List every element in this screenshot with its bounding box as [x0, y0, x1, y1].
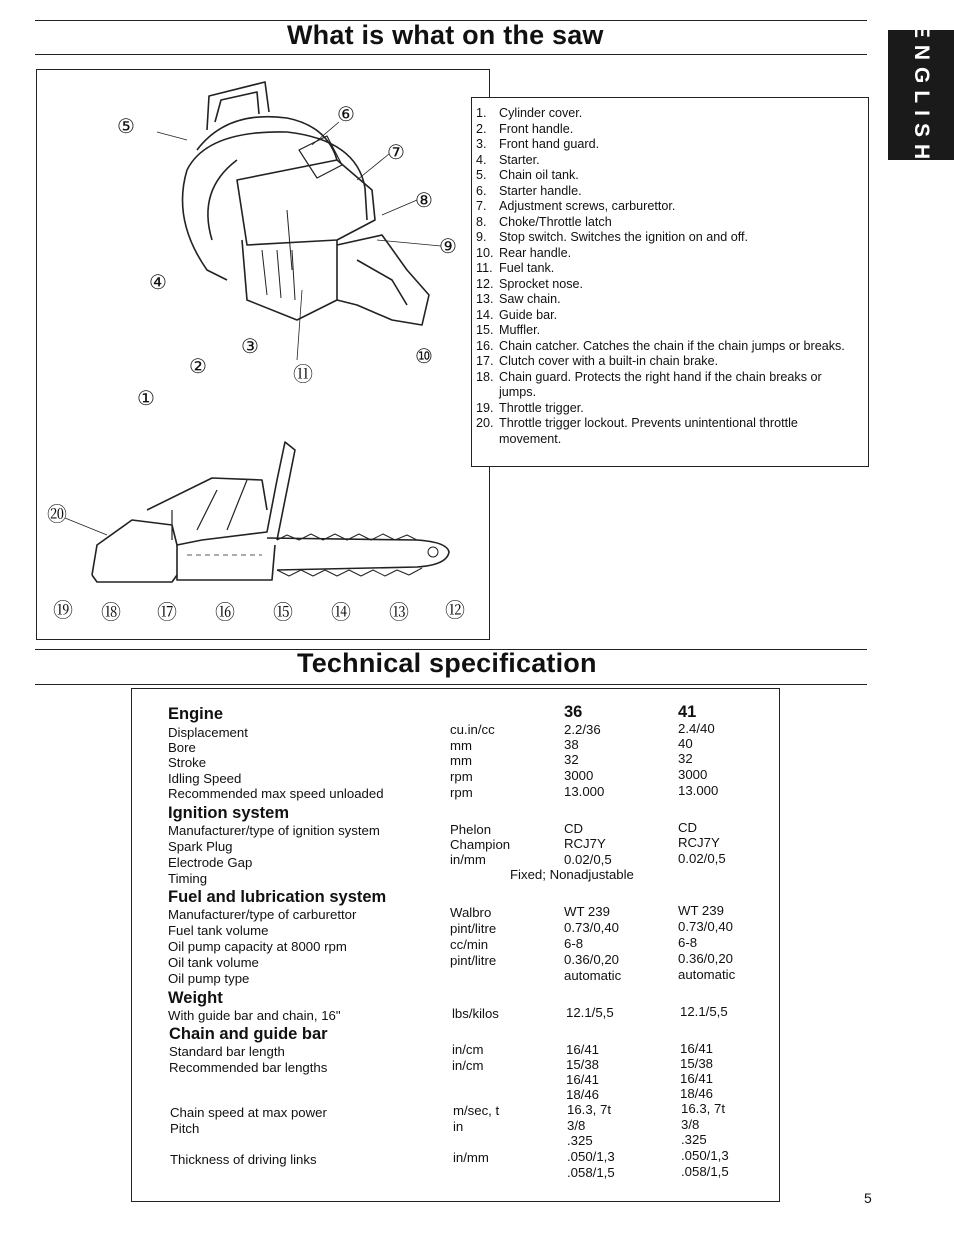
spec-value-36: .325: [567, 1133, 593, 1148]
spec-label: Standard bar length: [169, 1044, 285, 1059]
spec-value-36: WT 239: [564, 904, 610, 919]
legend-item-text: Starter handle.: [499, 183, 582, 198]
spec-value-36: 18/46: [566, 1087, 600, 1102]
legend-item: [476, 215, 862, 231]
spec-value: Fixed; Nonadjustable: [510, 867, 634, 882]
spec-label: Chain speed at max power: [170, 1105, 327, 1120]
spec-value-41: CD: [678, 820, 698, 835]
spec-label: Idling Speed: [168, 771, 242, 786]
callout-11: ⑪: [293, 364, 313, 386]
legend-item-number: 9.: [476, 230, 487, 244]
section-ignition: Ignition system: [168, 804, 290, 822]
spec-value-41: 12.1/5,5: [680, 1004, 728, 1019]
column-36: 36: [564, 703, 583, 721]
legend-item-number: 7.: [476, 199, 487, 213]
spec-value-36: 15/38: [566, 1057, 600, 1072]
spec-unit: cu.in/cc: [450, 722, 495, 737]
legend-item-number: 10.: [476, 245, 494, 260]
legend-item-text: Cylinder cover.: [499, 106, 583, 120]
callout-8: ⑧: [415, 190, 433, 212]
spec-label: Displacement: [168, 725, 248, 740]
spec-value-41: 16/41: [680, 1071, 714, 1086]
spec-value-36: .050/1,3: [567, 1149, 615, 1164]
legend-item-text: Saw chain.: [499, 292, 561, 306]
legend-item-text: Throttle trigger lockout. Prevents unintentional throttle movement.: [499, 416, 798, 446]
legend-item-text: Starter.: [499, 152, 540, 167]
spec-unit: in/cm: [452, 1042, 484, 1057]
legend-item-text: Throttle trigger.: [499, 400, 584, 415]
legend-item: [476, 137, 862, 153]
legend-item-text: Muffler.: [499, 323, 541, 337]
legend-item-number: 4.: [476, 152, 487, 167]
spec-value-41: automatic: [678, 967, 736, 982]
legend-item-text: Choke/Throttle latch: [499, 214, 612, 229]
callout-13: ⑬: [389, 602, 409, 624]
legend-item: [476, 153, 862, 169]
column-41: 41: [678, 703, 697, 721]
spec-unit: pint/litre: [450, 953, 497, 968]
legend-item-text: Clutch cover with a built-in chain brake.: [499, 354, 719, 368]
spec-value-36: 2.2/36: [564, 722, 601, 737]
spec-unit: pint/litre: [450, 921, 497, 936]
legend-item: [476, 122, 862, 138]
legend-item: [476, 292, 862, 308]
legend-item: [476, 308, 862, 324]
spec-label: Pitch: [170, 1121, 200, 1136]
spec-value-41: 16.3, 7t: [681, 1101, 725, 1116]
spec-value-36: automatic: [564, 968, 622, 983]
spec-unit: in/cm: [452, 1058, 484, 1073]
legend-item: [476, 323, 862, 339]
legend-item-number: 1.: [476, 106, 487, 120]
legend-item-text: Chain oil tank.: [499, 168, 579, 182]
legend-item-number: 8.: [476, 214, 487, 229]
spec-value-41: 40: [678, 736, 693, 751]
callout-1: ①: [137, 388, 155, 410]
spec-label: Recommended max speed unloaded: [168, 786, 384, 801]
spec-table: [131, 688, 780, 1202]
callout-4: ④: [149, 272, 167, 294]
spec-value-41: 2.4/40: [678, 721, 715, 736]
legend-item: [476, 199, 862, 215]
spec-label: Stroke: [168, 755, 207, 770]
spec-unit: lbs/kilos: [452, 1006, 499, 1021]
spec-unit: rpm: [450, 785, 473, 800]
legend-item-text: Sprocket nose.: [499, 276, 584, 291]
legend-item: [476, 246, 862, 262]
spec-underline: [35, 684, 867, 685]
spec-value-36: .058/1,5: [567, 1165, 615, 1180]
legend-item: [476, 401, 862, 417]
spec-label: Manufacturer/type of carburettor: [168, 907, 357, 922]
spec-unit: m/sec, t: [453, 1103, 500, 1118]
legend-item-number: 15.: [476, 323, 494, 337]
section-weight: Weight: [168, 989, 223, 1007]
legend-item-number: 20.: [476, 416, 494, 430]
spec-label: Thickness of driving links: [170, 1152, 317, 1167]
spec-value-41: 13.000: [678, 783, 719, 798]
spec-value-41: 18/46: [680, 1086, 714, 1101]
legend-item: [476, 339, 862, 355]
callout-9: ⑨: [439, 236, 457, 258]
callout-14: ⑭: [331, 602, 351, 624]
spec-value-41: .325: [681, 1132, 707, 1147]
spec-value-41: 0.36/0,20: [678, 951, 733, 966]
legend-item: [476, 261, 862, 277]
spec-value-36: RCJ7Y: [564, 836, 606, 851]
legend-item: [476, 184, 862, 200]
spec-value-41: RCJ7Y: [678, 835, 720, 850]
title-underline: [35, 54, 867, 55]
spec-label: Electrode Gap: [168, 855, 253, 870]
legend-item: [476, 168, 862, 184]
legend-item-number: 12.: [476, 276, 494, 291]
spec-label: Oil tank volume: [168, 955, 259, 970]
spec-value-41: 0.73/0,40: [678, 919, 733, 934]
legend-item: [476, 370, 862, 401]
legend-item-number: 16.: [476, 338, 494, 353]
callout-19: ⑲: [53, 600, 73, 622]
legend-item-number: 13.: [476, 292, 494, 306]
legend-item: [476, 354, 862, 370]
spec-unit: mm: [450, 753, 472, 768]
spec-value-36: 16/41: [566, 1042, 600, 1057]
section-title: Technical specification: [297, 648, 597, 678]
spec-value-36: 3/8: [567, 1118, 586, 1133]
spec-unit: Walbro: [450, 905, 492, 920]
page-title: What is what on the saw: [287, 20, 604, 50]
spec-label: Bore: [168, 740, 196, 755]
spec-value-36: CD: [564, 821, 584, 836]
spec-unit: Phelon: [450, 822, 492, 837]
spec-value-41: 15/38: [680, 1056, 714, 1071]
spec-unit: in: [453, 1119, 464, 1134]
spec-label: Recommended bar lengths: [169, 1060, 328, 1075]
spec-value-36: 0.36/0,20: [564, 952, 619, 967]
callout-15: ⑮: [273, 602, 293, 624]
callout-18: ⑱: [101, 602, 121, 624]
callout-12: ⑫: [445, 600, 465, 622]
spec-value-41: .050/1,3: [681, 1148, 729, 1163]
legend-item-text: Fuel tank.: [499, 261, 555, 275]
callout-2: ②: [189, 356, 207, 378]
callout-16: ⑯: [215, 602, 235, 624]
section-chain: Chain and guide bar: [169, 1025, 328, 1043]
legend-item: [476, 277, 862, 293]
spec-value-36: 6-8: [564, 936, 584, 951]
spec-value-36: 13.000: [564, 784, 605, 799]
legend-item: [476, 230, 862, 246]
callout-20: ⑳: [47, 504, 67, 526]
section-engine: Engine: [168, 705, 224, 723]
spec-label: With guide bar and chain, 16": [168, 1008, 341, 1023]
spec-unit: mm: [450, 738, 472, 753]
spec-unit: Champion: [450, 837, 511, 852]
legend-item-number: 2.: [476, 121, 487, 136]
legend-item-number: 19.: [476, 400, 494, 415]
spec-unit: in/mm: [450, 852, 486, 867]
language-tab-label: ENGLISH: [910, 23, 933, 167]
spec-label: Oil pump capacity at 8000 rpm: [168, 939, 347, 954]
spec-value-36: 0.73/0,40: [564, 920, 619, 935]
legend-item: [476, 106, 862, 122]
legend-list: [472, 98, 868, 447]
spec-unit: cc/min: [450, 937, 489, 952]
spec-value-41: 0.02/0,5: [678, 851, 726, 866]
spec-label: Manufacturer/type of ignition system: [168, 823, 380, 838]
language-tab: [888, 23, 954, 167]
spec-unit: in/mm: [453, 1150, 489, 1165]
spec-value-36: 3000: [564, 768, 594, 783]
legend-item-text: Front handle.: [499, 121, 574, 136]
legend-item-number: 3.: [476, 137, 487, 151]
legend-item-text: Guide bar.: [499, 307, 558, 322]
spec-value-36: 0.02/0,5: [564, 852, 612, 867]
spec-value-36: 12.1/5,5: [566, 1005, 614, 1020]
spec-value-36: 32: [564, 752, 579, 767]
spec-label: Timing: [168, 871, 208, 886]
legend-item-text: Adjustment screws, carburettor.: [499, 199, 676, 213]
legend-item: [476, 416, 862, 447]
callout-6: ⑥: [337, 104, 355, 126]
legend-item-text: Chain guard. Protects the right hand if the chain breaks or jumps.: [499, 369, 822, 399]
page-number: 5: [864, 1190, 872, 1206]
spec-value-41: 6-8: [678, 935, 698, 950]
legend-item-number: 11.: [476, 261, 493, 275]
spec-value-41: 3000: [678, 767, 708, 782]
legend-item-text: Front hand guard.: [499, 137, 600, 151]
callout-10: ⑩: [415, 346, 433, 368]
spec-value-36: 16/41: [566, 1072, 600, 1087]
legend-item-text: Rear handle.: [499, 245, 572, 260]
callout-17: ⑰: [157, 602, 177, 624]
spec-label: Oil pump type: [168, 971, 250, 986]
legend-item-number: 6.: [476, 183, 487, 198]
legend-item-text: Chain catcher. Catches the chain if the chain jumps or breaks.: [499, 338, 845, 353]
legend-item-number: 14.: [476, 307, 494, 322]
spec-value-36: 38: [564, 737, 579, 752]
callout-5: ⑤: [117, 116, 135, 138]
spec-value-41: 32: [678, 751, 693, 766]
spec-value-41: .058/1,5: [681, 1164, 729, 1179]
spec-label: Spark Plug: [168, 839, 233, 854]
legend-item-number: 5.: [476, 168, 487, 182]
legend-item-text: Stop switch. Switches the ignition on and off.: [499, 230, 748, 244]
saw-figure: [36, 69, 490, 640]
callout-3: ③: [241, 336, 259, 358]
spec-value-41: 3/8: [681, 1117, 700, 1132]
legend-item-number: 17.: [476, 354, 494, 368]
spec-value-41: WT 239: [678, 903, 724, 918]
spec-unit: rpm: [450, 769, 473, 784]
section-fuel: Fuel and lubrication system: [168, 888, 387, 906]
spec-value-41: 16/41: [680, 1041, 714, 1056]
spec-value-36: 16.3, 7t: [567, 1102, 611, 1117]
callout-7: ⑦: [387, 142, 405, 164]
parts-legend: [471, 97, 869, 467]
legend-item-number: 18.: [476, 369, 494, 384]
spec-label: Fuel tank volume: [168, 923, 269, 938]
